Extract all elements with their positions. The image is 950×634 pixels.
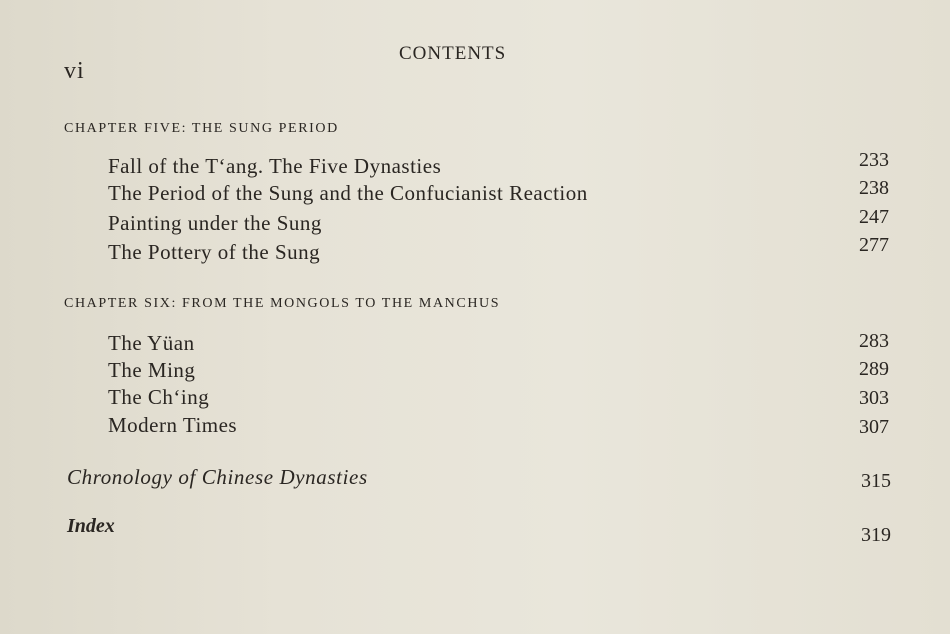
toc-entry-page: 247: [859, 206, 889, 228]
toc-entry-title: Fall of the T‘ang. The Five Dynasties: [108, 154, 442, 178]
chapter-six-heading: CHAPTER SIX: FROM THE MONGOLS TO THE MANCHUS: [64, 296, 501, 311]
toc-entry-page: 303: [859, 387, 889, 409]
page-folio: vi: [64, 58, 85, 84]
toc-entry-title: The Period of the Sung and the Confucianist Reaction: [108, 181, 588, 205]
toc-entry-page: 233: [859, 149, 889, 171]
toc-entry-title: The Ming: [108, 358, 196, 382]
toc-entry-title: Painting under the Sung: [108, 211, 322, 235]
toc-entry-title: The Pottery of the Sung: [108, 240, 321, 264]
toc-entry-title: Modern Times: [108, 413, 238, 437]
toc-chronology-title: Chronology of Chinese Dynasties: [67, 465, 368, 489]
toc-entry-title: The Yüan: [108, 331, 195, 355]
toc-entry-page: 289: [859, 358, 889, 380]
toc-entry-page: 277: [859, 234, 889, 256]
toc-index-title: Index: [67, 515, 115, 537]
toc-entry-title: The Ch‘ing: [108, 385, 210, 409]
toc-entry-page: 283: [859, 330, 889, 352]
toc-entry-page: 238: [859, 177, 889, 199]
toc-entry-page: 307: [859, 416, 889, 438]
toc-chronology-page: 315: [861, 470, 891, 492]
toc-index-page: 319: [861, 524, 891, 546]
chapter-five-heading: CHAPTER FIVE: THE SUNG PERIOD: [64, 121, 339, 136]
running-header: CONTENTS: [399, 43, 507, 64]
